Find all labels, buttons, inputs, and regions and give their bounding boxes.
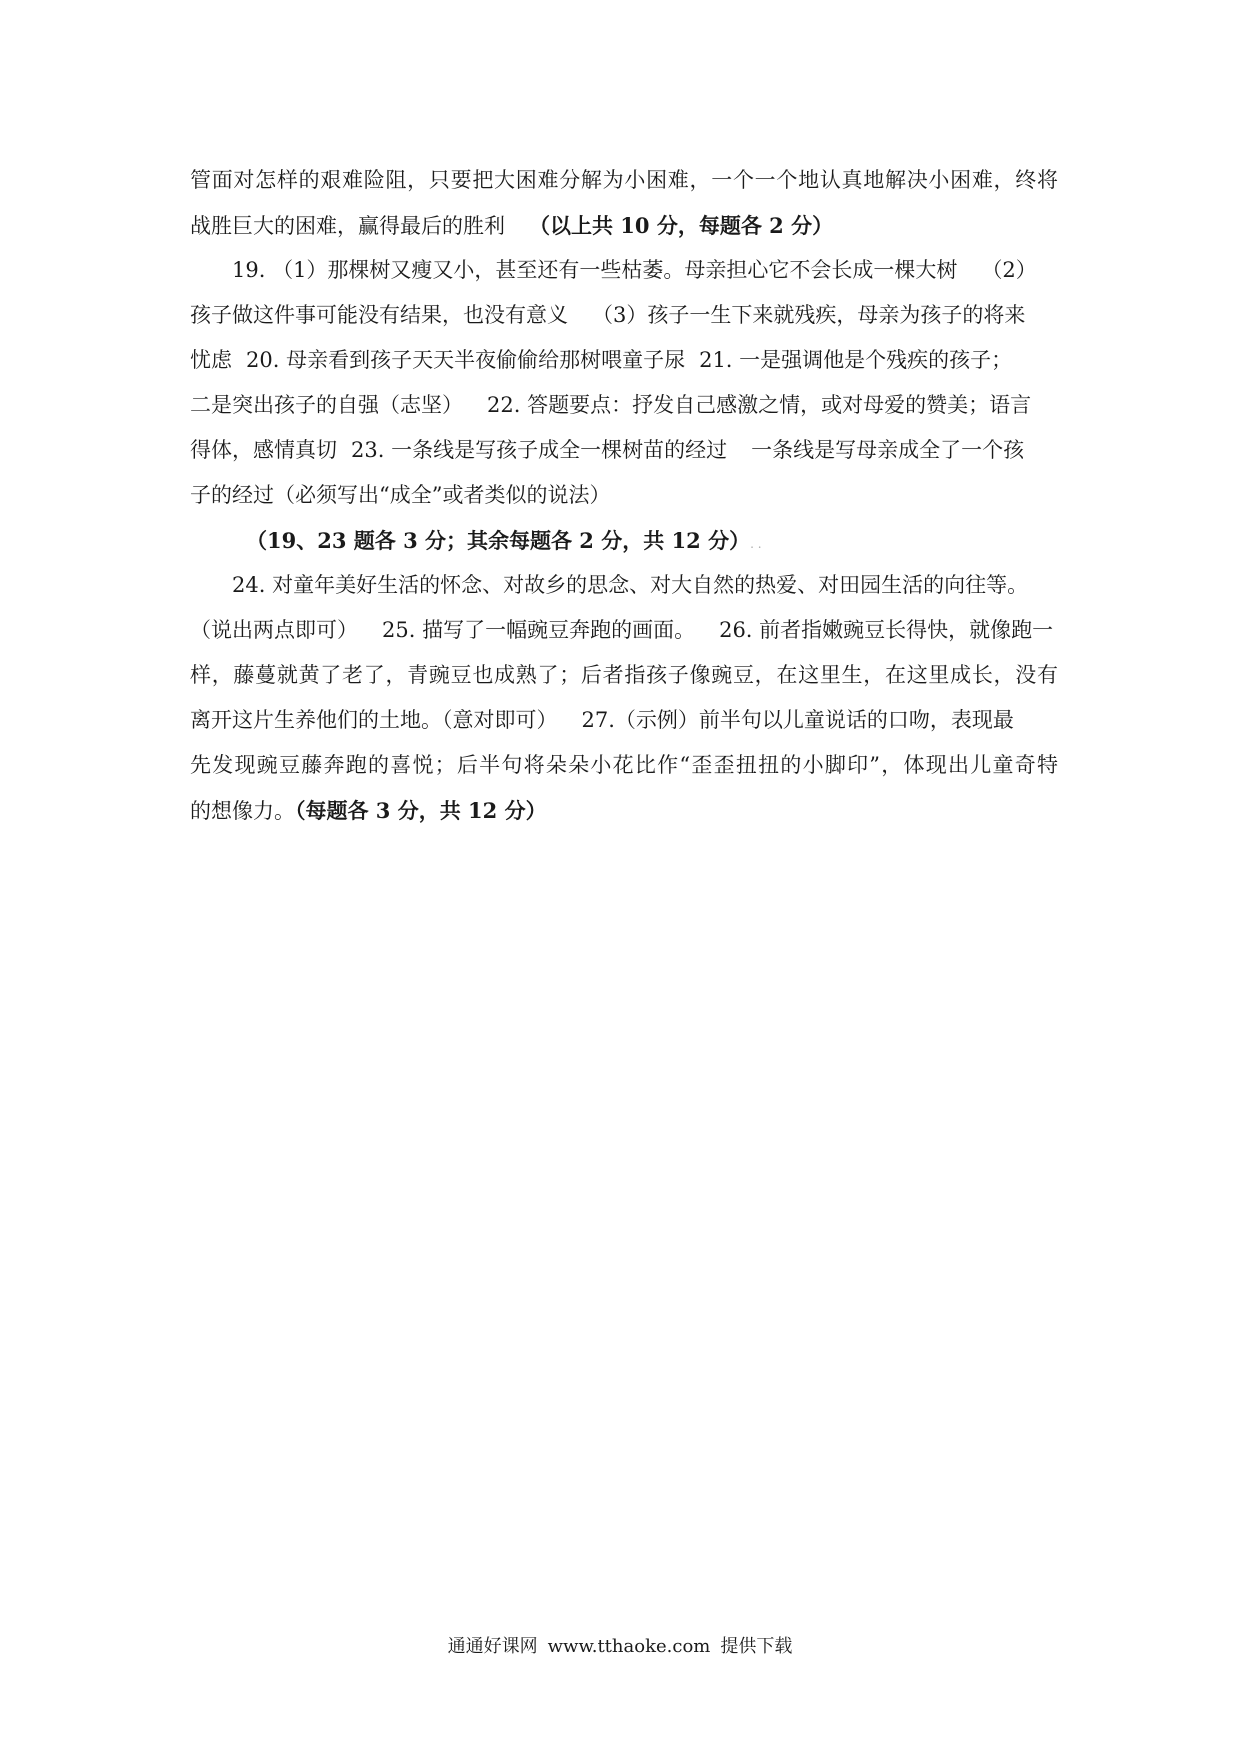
page-footer <box>0 1632 1240 1658</box>
paragraph-line <box>190 338 1058 383</box>
answer-text: 25. 描写了一幅豌豆奔跑的画面。 <box>382 618 696 642</box>
answer-text: 的想像力。 <box>190 799 295 823</box>
answer-text: 先发现豌豆藤奔跑的喜悦；后半句将朵朵小花比作“歪歪扭扭的小脚印”，体现出儿童奇特 <box>190 753 1058 777</box>
answer-text: 21. 一是强调他是个残疾的孩子； <box>699 348 1013 372</box>
score-note: （以上共 10 分，每题各 2 分） <box>529 213 834 238</box>
answer-text: （3）孩子一生下来就残疾，母亲为孩子的将来 <box>592 303 1026 327</box>
answer-text: 孩子做这件事可能没有结果，也没有意义 <box>190 303 568 327</box>
paragraph-line <box>190 473 1058 518</box>
paragraph-line <box>190 158 1058 203</box>
answer-text: 24. 对童年美好生活的怀念、对故乡的思念、对大自然的热爱、对田园生活的向往等。 <box>232 573 1029 597</box>
answer-text: （2） <box>981 258 1037 282</box>
answer-text: 子的经过（必须写出“成全”或者类似的说法） <box>190 483 611 507</box>
paragraph-line <box>190 788 1058 833</box>
footer-suffix: 提供下载 <box>720 1636 793 1657</box>
paragraph-line <box>190 608 1058 653</box>
answer-text: 战胜巨大的困难，赢得最后的胜利 <box>190 214 505 238</box>
answer-text: 离开这片生养他们的土地。（意对即可） <box>190 708 558 732</box>
answer-text: 22. 答题要点：抒发自己感激之情，或对母爱的赞美；语言 <box>487 393 1032 417</box>
score-note: （19、23 题各 3 分；其余每题各 2 分，共 12 分） <box>246 528 751 553</box>
paragraph-line <box>190 248 1058 293</box>
answer-text: 样，藤蔓就黄了老了，青豌豆也成熟了；后者指孩子像豌豆，在这里生，在这里成长，没有 <box>190 663 1058 687</box>
paragraph-line <box>190 743 1058 788</box>
answer-text: 23. 一条线是写孩子成全一棵树苗的经过 <box>351 438 728 462</box>
answer-text: 19. （1）那棵树又瘦又小，甚至还有一些枯萎。母亲担心它不会长成一棵大树 <box>232 258 958 282</box>
answer-text: 管面对怎样的艰难险阻，只要把大困难分解为小困难，一个一个地认真地解决小困难，终将 <box>190 168 1058 192</box>
answer-text: 一条线是写母亲成全了一个孩 <box>751 438 1025 462</box>
answer-text: （说出两点即可） <box>190 618 358 642</box>
paragraph-line <box>190 563 1058 608</box>
paragraph-line <box>190 698 1058 743</box>
paragraph-line <box>190 518 1058 563</box>
answer-text: 27.（示例）前半句以儿童说话的口吻，表现最 <box>581 708 1014 732</box>
answer-content <box>190 158 1058 833</box>
answer-text: 忧虑 <box>190 348 232 372</box>
paragraph-line <box>190 383 1058 428</box>
footer-site-name: 通通好课网 <box>447 1636 538 1657</box>
answer-text: 二是突出孩子的自强（志坚） <box>190 393 463 417</box>
paragraph-line <box>190 293 1058 338</box>
score-note: （每题各 3 分，共 12 分） <box>295 798 547 823</box>
stray-mark: . . <box>750 537 762 551</box>
answer-text: 26. 前者指嫩豌豆长得快，就像跑一 <box>719 618 1054 642</box>
paragraph-line <box>190 428 1058 473</box>
footer-url: www.tthaoke.com <box>547 1636 711 1657</box>
paragraph-line <box>190 203 1058 248</box>
paragraph-line <box>190 653 1058 698</box>
answer-text: 20. 母亲看到孩子天天半夜偷偷给那树喂童子尿 <box>246 348 686 372</box>
answer-text: 得体，感情真切 <box>190 438 337 462</box>
